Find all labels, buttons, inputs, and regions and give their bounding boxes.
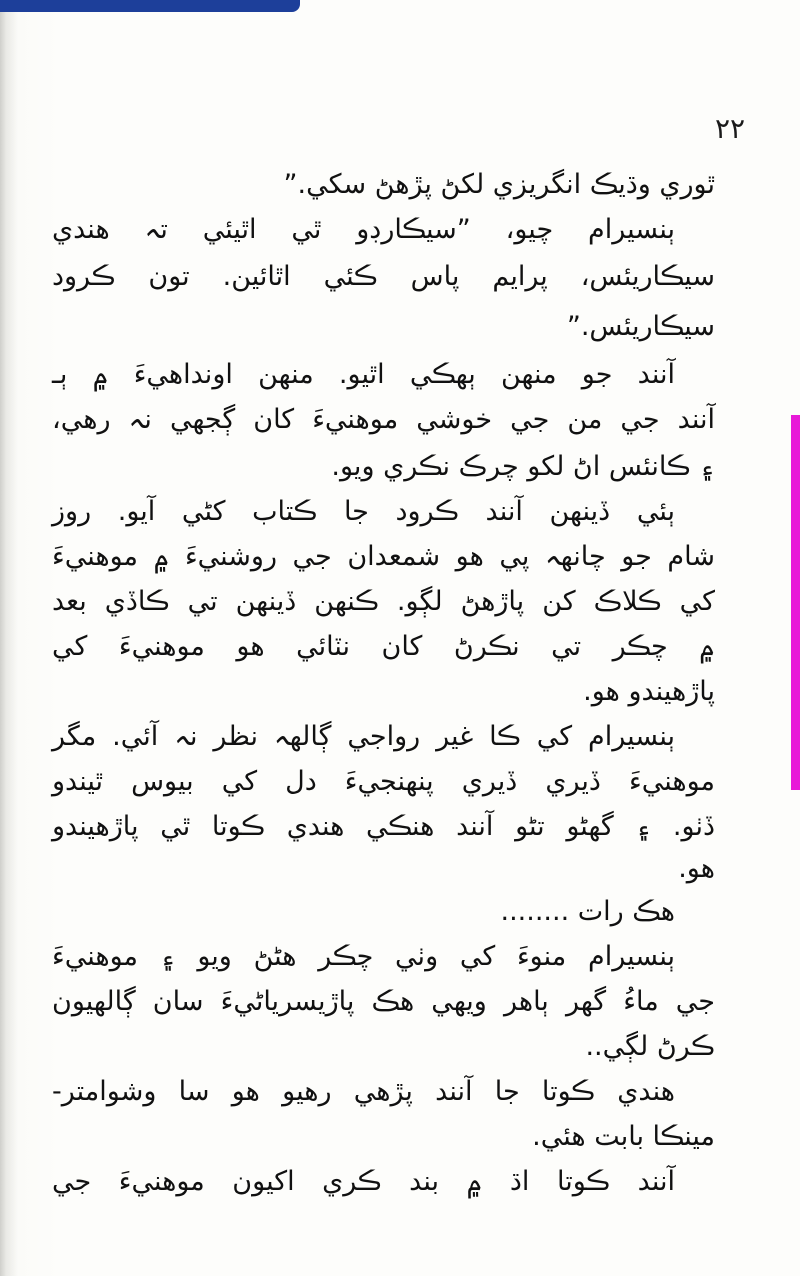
magenta-edge-mark <box>791 415 800 790</box>
text-line: ۾ چڪر تي نڪرڻ کان نٽائي هو موهنيءَ کي <box>52 631 715 662</box>
blue-edge-mark <box>0 0 300 12</box>
text-line: ڏٺو. ۽ گهڻو تڻو آنند هنڪي هندي ڪوتا ٿي پاڙهيندو <box>52 811 715 842</box>
text-line: کي ڪلاڪ کن پاڙهڻ لڳو. ڪنهن ڏينهن تي ڪاڏي بعد <box>52 586 715 617</box>
text-line: جي ماءُ گهر ٻاهر ويهي هڪ پاڙيسرياڻيءَ سان ڳالهيون <box>52 986 715 1017</box>
text-line: موهنيءَ ڏيري ڏيري پنهنجيءَ دل کي بيوس ٿيندو <box>52 766 715 797</box>
paragraph-start: آنند جو منهن ٻهڪي اٿيو. منهن اونداهيءَ ۾ ٻـ <box>52 359 675 390</box>
text-line: سيڪاريئس.” <box>566 311 715 342</box>
paragraph-start: ٻنسيرام منوءَ کي وٺي چڪر هڻڻ ويو ۽ موهنيءَ <box>52 941 675 972</box>
paragraph-start: ٻنسيرام چيو، ”سيڪارڊو ٿي اٿيئي تہ هندي <box>52 214 675 245</box>
paragraph-start: ٻئي ڏينهن آنند ڪرود جا ڪتاب کڻي آيو. روز <box>52 496 675 527</box>
text-line: ڪرڻ لڳي.. <box>585 1031 715 1062</box>
text-line: سيڪاريئس، پرايم پاس ڪئي اٿائين. تون ڪرود <box>52 261 715 292</box>
paragraph-start: ٻنسيرام کي ڪا غير رواجي ڳالهہ نظر نہ آئي. مگر <box>52 721 675 752</box>
text-line: پاڙهيندو هو. <box>583 676 715 707</box>
text-line: شام جو چانهہ پي هو شمعدان جي روشنيءَ ۾ موهنيءَ <box>52 541 715 572</box>
page-number: ٢٢ <box>715 112 746 145</box>
text-line: مينڪا بابت هئي. <box>532 1121 715 1152</box>
paragraph-start: هندي ڪوتا جا آنند پڙهي رهيو هو سا وشوامتر- <box>52 1076 675 1107</box>
text-line: ٿوري وڌيڪ انگريزي لکڻ پڙهڻ سکي.” <box>283 169 715 200</box>
paragraph-start: آنند ڪوتا اڌ ۾ بند ڪري اکيون موهنيءَ جي <box>52 1166 675 1197</box>
paragraph-start: هڪ رات ........ <box>500 896 675 927</box>
text-line: هو. <box>678 853 715 884</box>
text-line: ۽ ڪانئس اڻ لکو چرڪ نڪري ويو. <box>331 451 715 482</box>
text-line: آنند جي من جي خوشي موهنيءَ کان ڳجهي نہ رهي، <box>52 404 715 435</box>
